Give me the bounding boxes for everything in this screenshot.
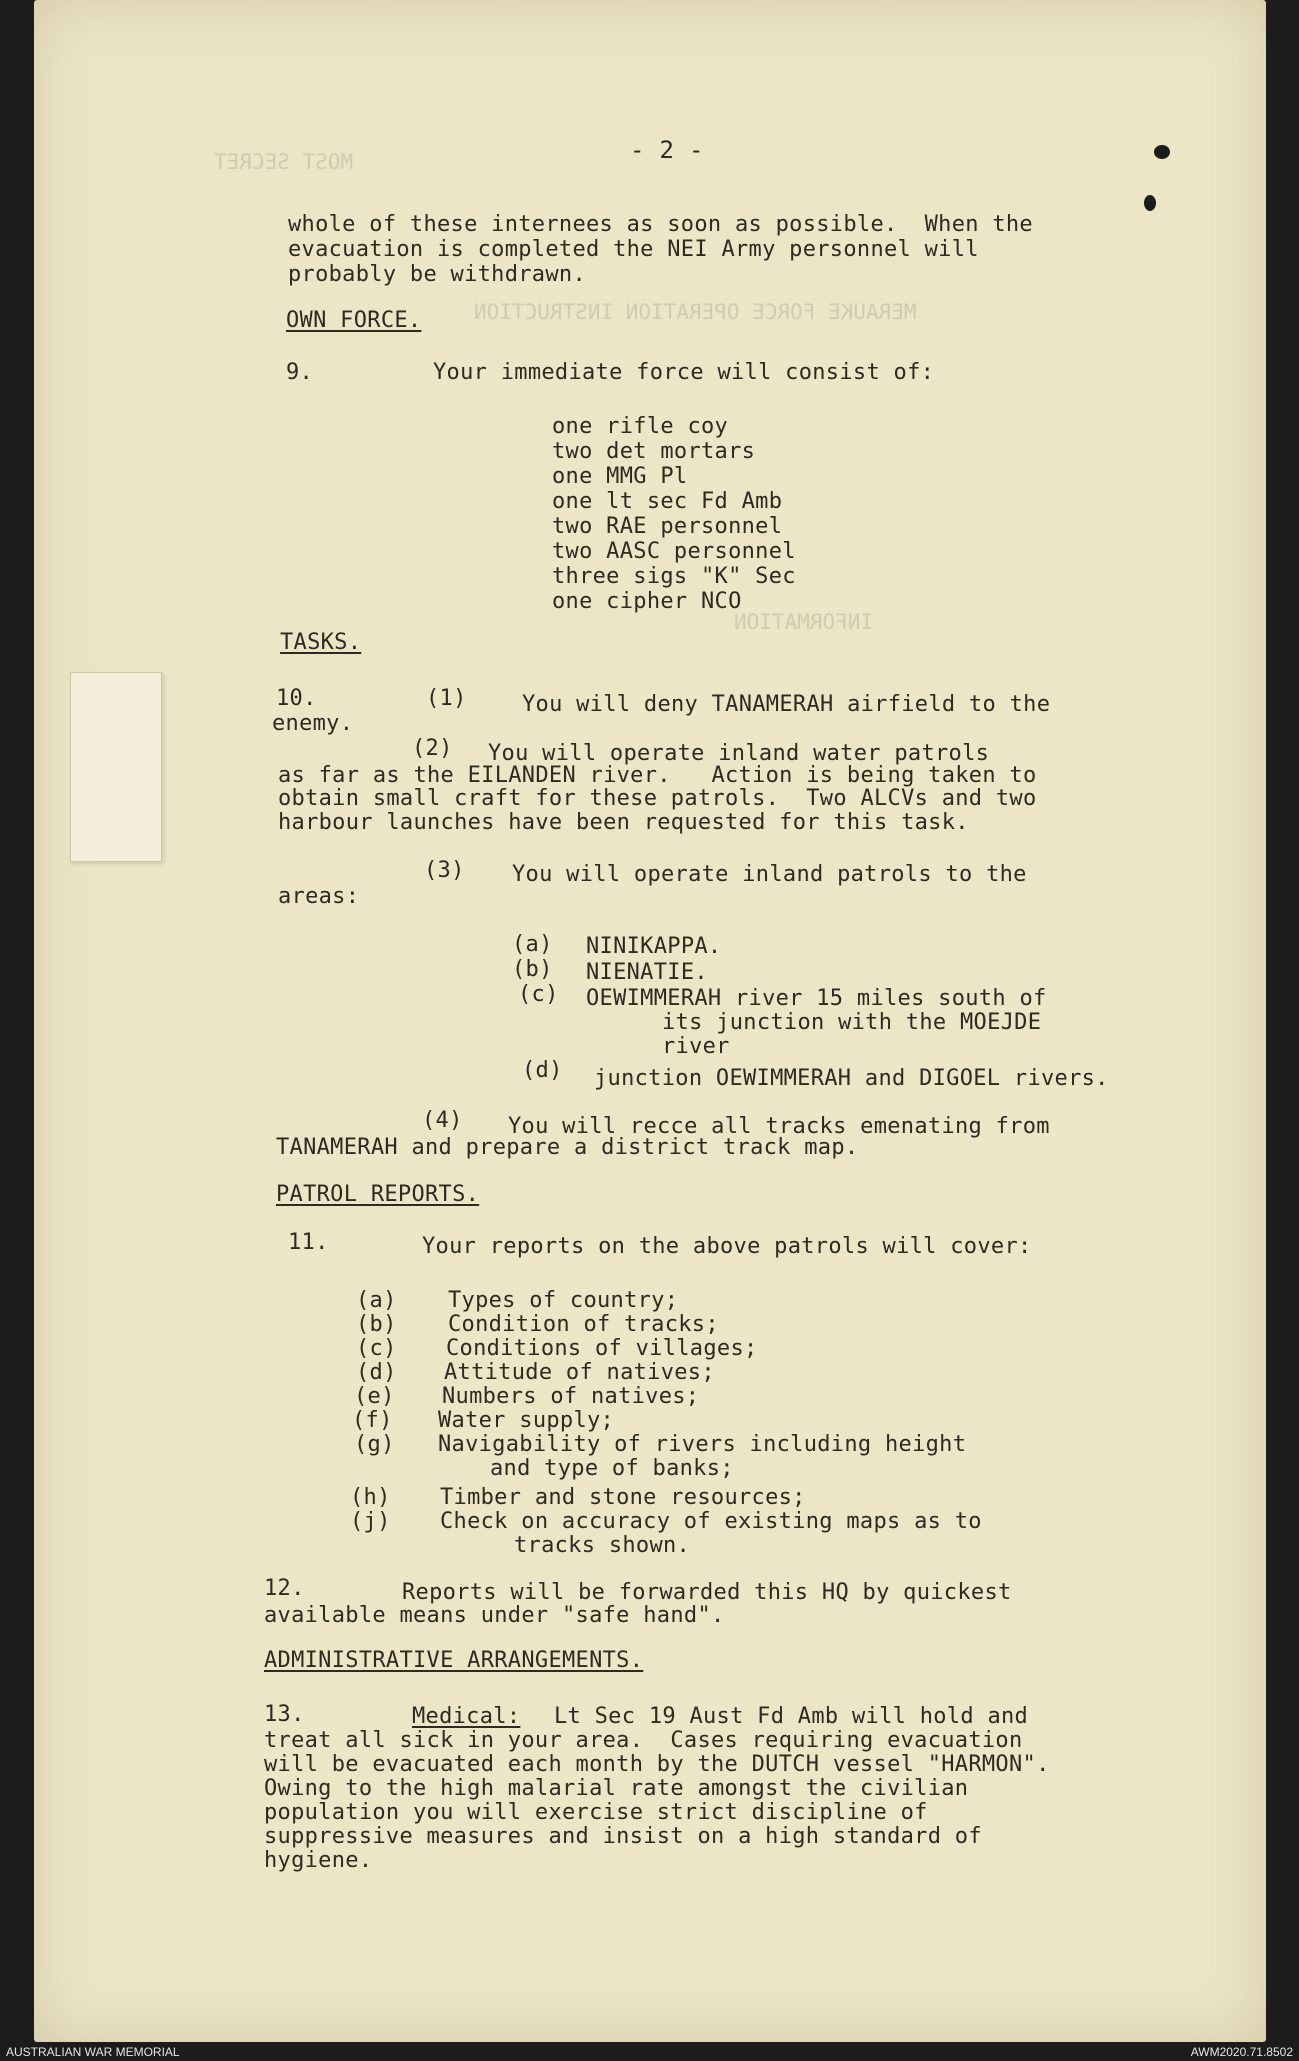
- medical-label: Medical:: [412, 1704, 521, 1729]
- report-letter: (a): [356, 1288, 397, 1313]
- force-item: one cipher NCO: [552, 589, 742, 614]
- area-item: NINIKAPPA.: [586, 934, 722, 959]
- paper-stub: [70, 672, 162, 862]
- report-item: Numbers of natives;: [442, 1384, 700, 1409]
- para-number: 11.: [288, 1230, 329, 1255]
- text-line: You will recce all tracks emenating from: [508, 1114, 1050, 1139]
- report-item: Timber and stone resources;: [440, 1485, 806, 1510]
- text-line: Reports will be forwarded this HQ by quickest: [402, 1580, 1012, 1605]
- section-heading-admin: ADMINISTRATIVE ARRANGEMENTS.: [264, 1648, 644, 1673]
- task-number: (2): [412, 736, 453, 761]
- text-line: You will operate inland patrols to the: [512, 862, 1027, 887]
- report-letter: (e): [354, 1384, 395, 1409]
- text-line: suppressive measures and insist on a high standard of: [264, 1824, 982, 1849]
- report-letter: (j): [350, 1509, 391, 1534]
- report-item: Types of country;: [448, 1288, 679, 1313]
- force-item: one MMG Pl: [552, 464, 688, 489]
- report-letter: (g): [354, 1432, 395, 1457]
- para-number: 13.: [264, 1702, 305, 1727]
- text-line: harbour launches have been requested for this task.: [278, 810, 969, 835]
- area-letter: (a): [512, 932, 553, 957]
- para-number: 9.: [286, 360, 314, 385]
- area-letter: (d): [522, 1058, 563, 1083]
- area-letter: (c): [518, 982, 559, 1007]
- text-line: You will operate inland water patrols: [488, 741, 990, 766]
- report-item: Water supply;: [438, 1408, 615, 1433]
- report-letter: (b): [356, 1312, 397, 1337]
- bleed-through-text: MERAUKE FORCE OPERATION INSTRUCTION: [474, 300, 917, 324]
- force-item: two RAE personnel: [552, 514, 783, 539]
- force-item: two det mortars: [552, 439, 756, 464]
- text-line: Lt Sec 19 Aust Fd Amb will hold and: [554, 1704, 1029, 1729]
- force-item: three sigs "K" Sec: [552, 564, 796, 589]
- section-heading-tasks: TASKS.: [280, 630, 362, 655]
- report-item: tracks shown.: [514, 1533, 691, 1558]
- report-letter: (h): [350, 1485, 391, 1510]
- report-item: and type of banks;: [490, 1456, 734, 1481]
- area-item: its junction with the MOEJDE: [662, 1010, 1042, 1035]
- footer-institution: AUSTRALIAN WAR MEMORIAL: [6, 2045, 180, 2059]
- punch-hole: [1144, 195, 1156, 211]
- text-line: evacuation is completed the NEI Army personnel will: [288, 237, 979, 262]
- task-number: (4): [422, 1108, 463, 1133]
- task-number: (1): [426, 686, 467, 711]
- section-heading-patrol-reports: PATROL REPORTS.: [276, 1182, 480, 1207]
- area-letter: (b): [512, 957, 553, 982]
- para-number: 10.: [276, 686, 317, 711]
- task-number: (3): [424, 858, 465, 883]
- text-line: Owing to the high malarial rate amongst the civilian: [264, 1776, 969, 1801]
- text-line: You will deny TANAMERAH airfield to the: [522, 692, 1051, 717]
- text-line: enemy.: [272, 711, 354, 736]
- report-item: Condition of tracks;: [448, 1312, 719, 1337]
- area-item: NIENATIE.: [586, 960, 708, 985]
- footer-reference: AWM2020.71.8502: [1190, 2045, 1293, 2059]
- report-letter: (f): [352, 1408, 393, 1433]
- report-letter: (d): [356, 1360, 397, 1385]
- page-number: - 2 -: [630, 136, 704, 164]
- text-line: obtain small craft for these patrols. Two ALCVs and two: [278, 786, 1037, 811]
- force-item: one rifle coy: [552, 414, 729, 439]
- text-line: whole of these internees as soon as possible. When the: [288, 212, 1033, 237]
- text-line: hygiene.: [264, 1848, 373, 1873]
- text-line: probably be withdrawn.: [288, 262, 586, 287]
- para-number: 12.: [264, 1576, 305, 1601]
- archive-footer: [0, 2043, 1299, 2061]
- document-page: [34, 0, 1266, 2042]
- bleed-through-text: INFORMATION: [734, 610, 874, 634]
- text-line: Your immediate force will consist of:: [433, 360, 935, 385]
- text-line: treat all sick in your area. Cases requiring evacuation: [264, 1728, 1023, 1753]
- text-line: TANAMERAH and prepare a district track map.: [276, 1135, 859, 1160]
- text-line: available means under "safe hand".: [264, 1603, 725, 1628]
- punch-hole: [1154, 145, 1170, 159]
- bleed-through-text: MOST SECRET: [214, 150, 354, 174]
- report-letter: (c): [356, 1336, 397, 1361]
- text-line: areas:: [278, 884, 360, 909]
- text-line: Your reports on the above patrols will cover:: [422, 1234, 1032, 1259]
- area-item: junction OEWIMMERAH and DIGOEL rivers.: [594, 1066, 1109, 1091]
- area-item: OEWIMMERAH river 15 miles south of: [586, 986, 1047, 1011]
- report-item: Navigability of rivers including height: [438, 1432, 967, 1457]
- text-line: population you will exercise strict discipline of: [264, 1800, 928, 1825]
- force-item: one lt sec Fd Amb: [552, 489, 783, 514]
- report-item: Conditions of villages;: [446, 1336, 758, 1361]
- area-item: river: [662, 1034, 730, 1059]
- text-line: will be evacuated each month by the DUTCH vessel "HARMON".: [264, 1752, 1050, 1777]
- report-item: Attitude of natives;: [444, 1360, 715, 1385]
- force-item: two AASC personnel: [552, 539, 796, 564]
- section-heading-own-force: OWN FORCE.: [286, 308, 422, 333]
- report-item: Check on accuracy of existing maps as to: [440, 1509, 982, 1534]
- text-line: as far as the EILANDEN river. Action is being taken to: [278, 763, 1037, 788]
